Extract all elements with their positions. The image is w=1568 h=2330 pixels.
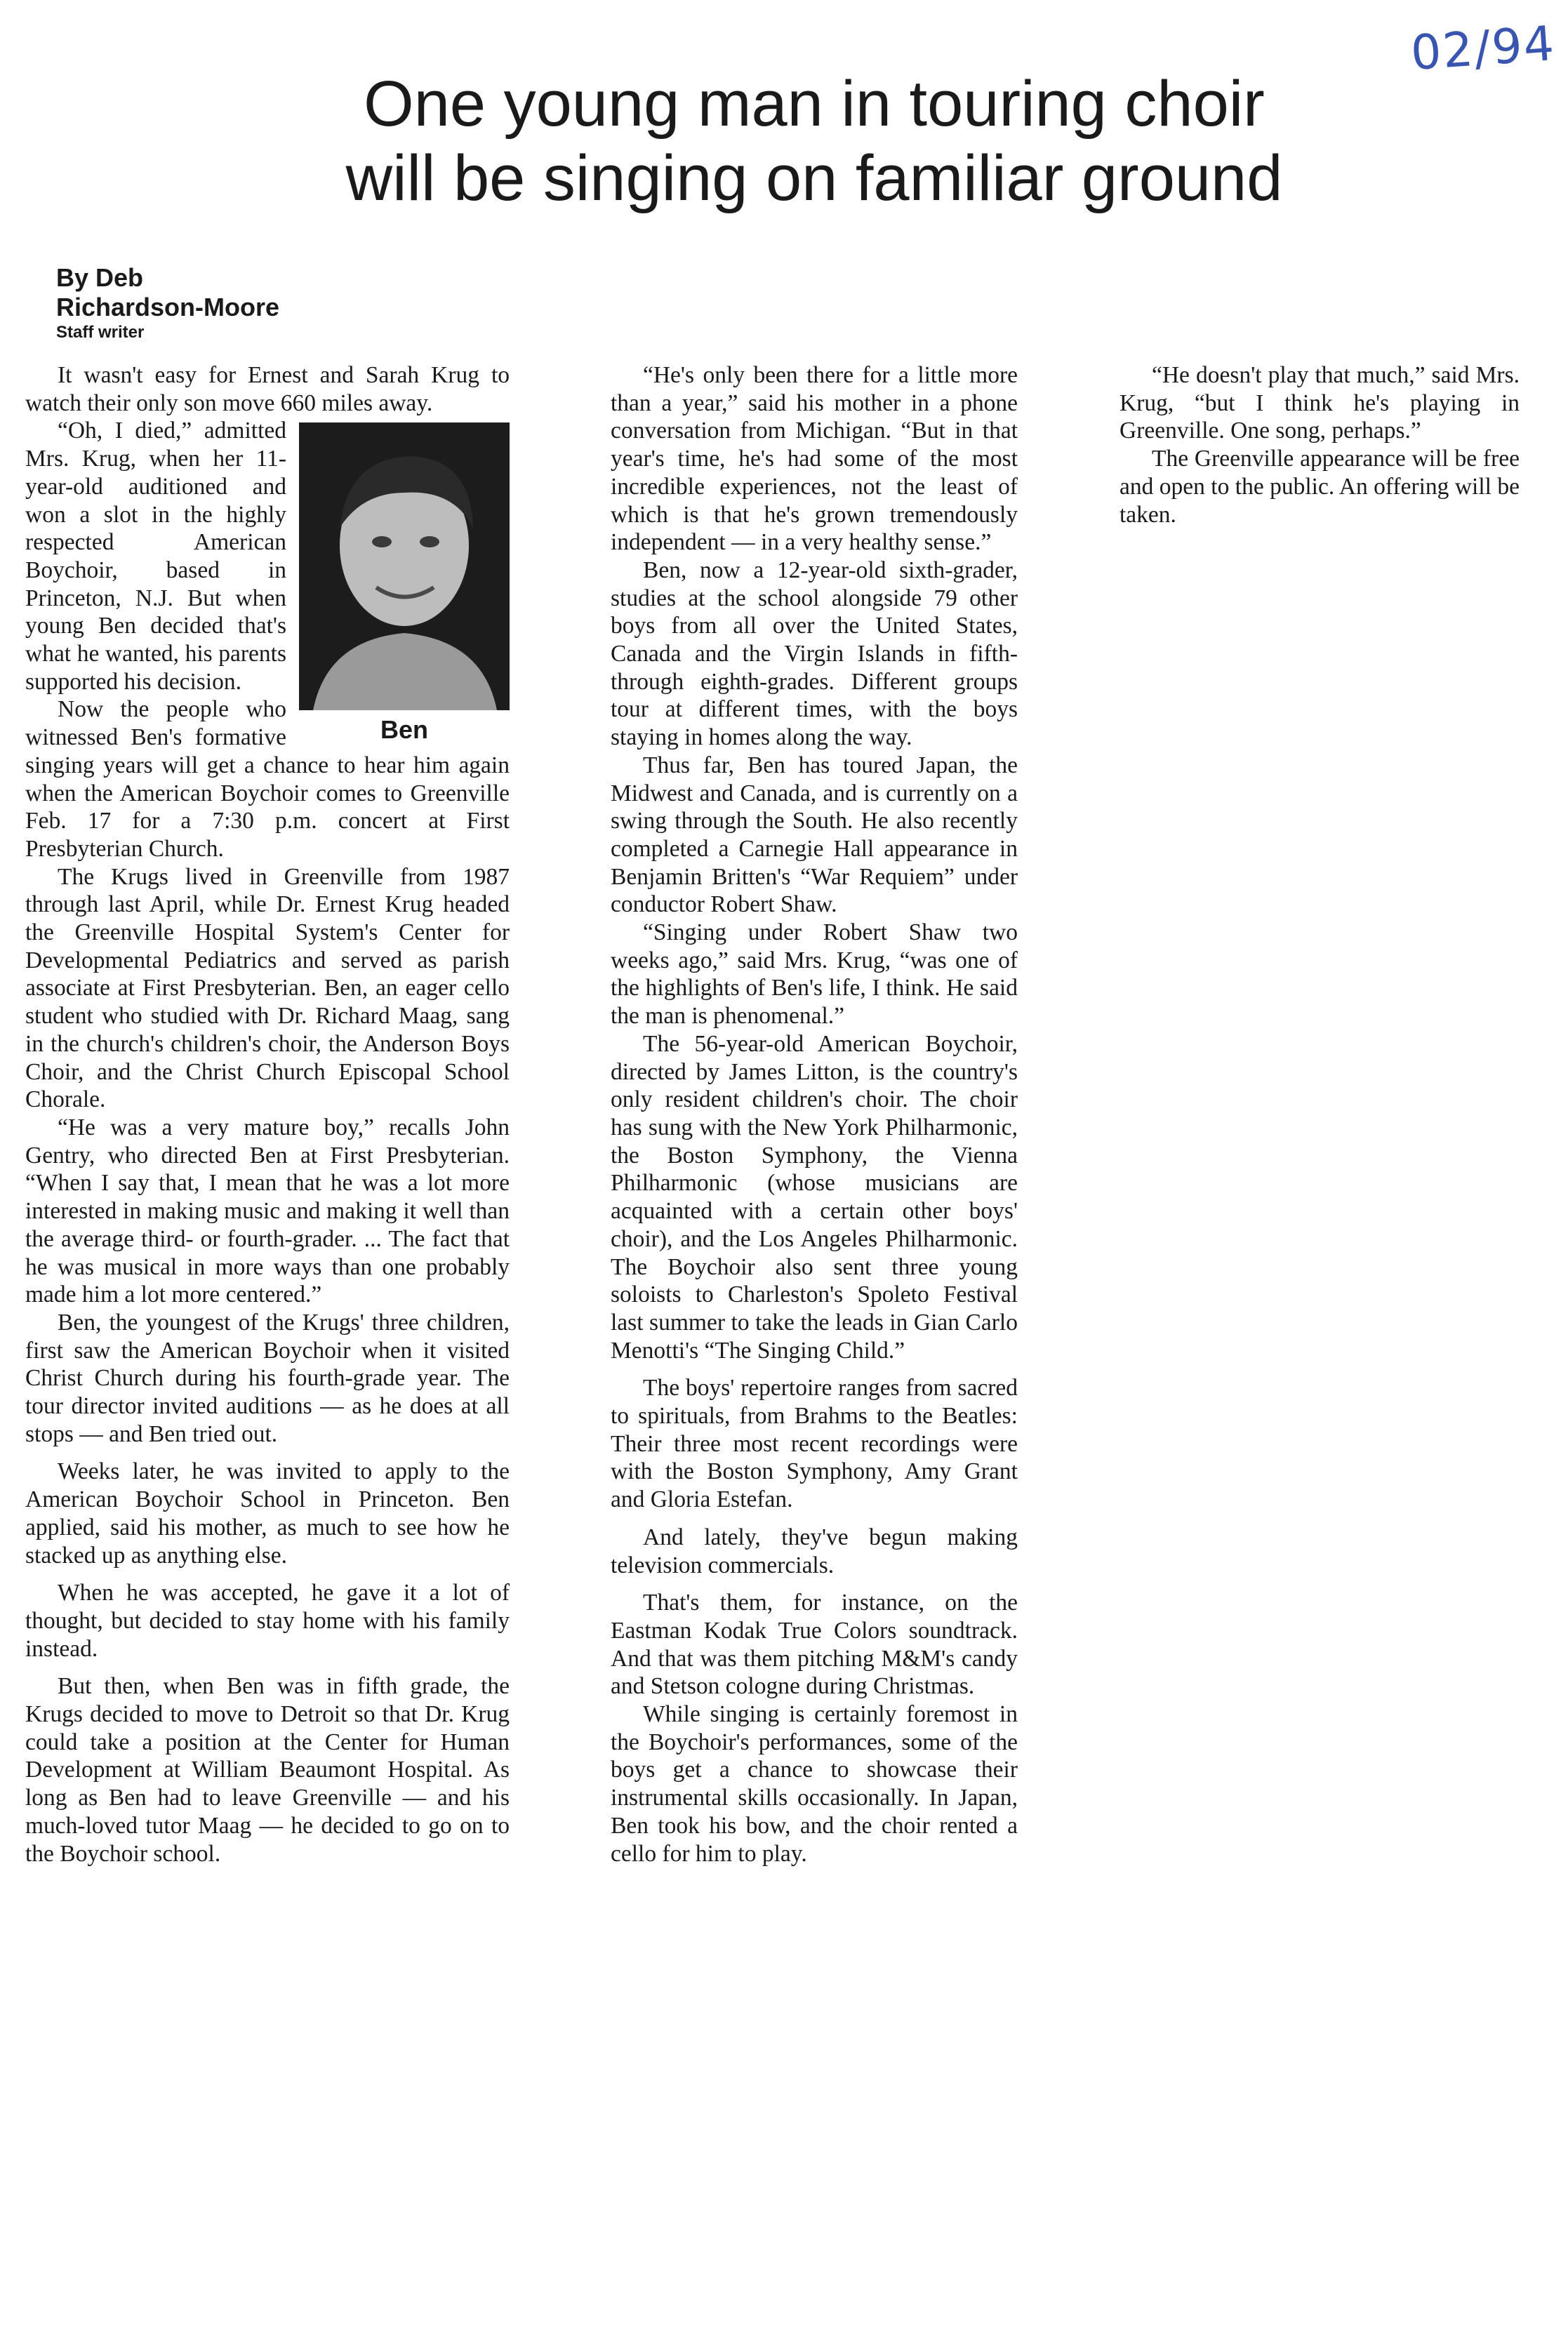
paragraph: Weeks later, he was invited to apply to the American Boychoir School in Princeton. Ben applied, said his mother, as much to see how he stacked up as anything else. <box>25 1458 510 1569</box>
headline-line-1: One young man in touring choir <box>364 68 1265 140</box>
paragraph: Ben, the youngest of the Krugs' three children, first saw the American Boychoir when it visited Christ Church during his fourth-grade year. The tour director invited auditions — as he does at all stops — and Ben tried out. <box>25 1309 510 1447</box>
paragraph: “He doesn't play that much,” said Mrs. Krug, “but I think he's playing in Greenville. One song, perhaps.” <box>1119 362 1520 444</box>
paragraph: The Krugs lived in Greenville from 1987 through last April, while Dr. Ernest Krug headed the Greenville Hospital System's Center for Developmental Pediatrics and served as parish associate at First Presbyterian. Ben, an eager cello student who studied with Dr. Richard Maag, sang in the church's children's choir, the Anderson Boys Choir, and the Christ Church Episcopal School Chorale. <box>25 863 510 1113</box>
paragraph: But then, when Ben was in fifth grade, the Krugs decided to move to Detroit so that Dr. Krug could take a position at the Center for Human Development at William Beaumont Hospital. As long as Ben had to leave Greenville — and his much-loved tutor Maag — he decided to go on to the Boychoir school. <box>25 1673 510 1867</box>
paragraph: While singing is certainly foremost in the Boychoir's performances, some of the boys get a chance to showcase their instrumental skills occasionally. In Japan, Ben took his bow, and the choir rented a cello for him to play. <box>611 1701 1018 1867</box>
paragraph: “He's only been there for a little more than a year,” said his mother in a phone conversation from Michigan. “But in that year's time, he's had some of the most incredible experiences, not the least of which is that he's grown tremendously independent — in a very healthy sense.” <box>611 362 1018 556</box>
portrait-silhouette-icon <box>299 422 510 710</box>
clip-date-stamp: 02/94 <box>1409 15 1557 82</box>
paragraph: Thus far, Ben has toured Japan, the Midwest and Canada, and is currently on a swing through the South. He also recently completed a Carnegie Hall appearance in Benjamin Britten's “War Requiem” under conductor Robert Shaw. <box>611 752 1018 918</box>
article-column-3 <box>1119 361 1520 642</box>
paragraph: It wasn't easy for Ernest and Sarah Krug to watch their only son move 660 miles away. <box>25 362 510 416</box>
paragraph: “Singing under Robert Shaw two weeks ago,” said Mrs. Krug, “was one of the highlights of Ben's life, I think. He said the man is phenomenal.” <box>611 919 1018 1030</box>
article-column-2 <box>611 361 1018 2298</box>
paragraph: Ben, now a 12-year-old sixth-grader, studies at the school alongside 79 other boys from all over the United States, Canada and the Virgin Islands in fifth- through eighth-grades. Different groups tour at different times, with the boys staying in homes along the way. <box>611 557 1018 751</box>
portrait-photo <box>299 422 510 710</box>
byline-author-line-2: Richardson-Moore <box>56 293 280 321</box>
paragraph: The boys' repertoire ranges from sacred to spirituals, from Brahms to the Beatles: Their three most recent recordings were with the Boston Symphony, Amy Grant and Gloria Estefan. <box>611 1375 1018 1513</box>
headline-line-2: will be singing on familiar ground <box>345 142 1283 214</box>
byline-role: Staff writer <box>56 323 145 342</box>
paragraph: And lately, they've begun making television commercials. <box>611 1524 1018 1578</box>
article-column-1 <box>25 361 510 2263</box>
paragraph: The 56-year-old American Boychoir, directed by James Litton, is the country's only resident children's choir. The choir has sung with the New York Philharmonic, the Boston Symphony, the Vienna Philharmonic (whose musicians are acquainted with a certain other boys' choir), and the Los Angeles Philharmonic. The Boychoir also sent three young soloists to Charleston's Spoleto Festival last summer to take the leads in Gian Carlo Menotti's “The Singing Child.” <box>611 1030 1018 1364</box>
byline <box>56 263 449 343</box>
paragraph: Now the people who witnessed Ben's formative singing years will get a chance to hear him again when the American Boychoir comes to Greenville Feb. 17 for a 7:30 p.m. concert at First Presbyterian Church. <box>25 696 510 862</box>
photo-caption: Ben <box>380 715 428 745</box>
paragraph: “Oh, I died,” admitted Mrs. Krug, when her 11-year-old auditioned and won a slot in the highly respected American Boychoir, based in Princeton, N.J. But when young Ben decided that's what he wanted, his parents supported his decision. <box>25 418 286 695</box>
paragraph: “He was a very mature boy,” recalls John Gentry, who directed Ben at First Presbyterian. “When I say that, I mean that he was a lot more interested in making music and making it well than the average third- or fourth-grader. ... The fact that he was musical in more ways than one probably made him a lot more centered.” <box>25 1114 510 1308</box>
photo-figure <box>299 422 510 745</box>
article-headline <box>267 67 1362 215</box>
paragraph: The Greenville appearance will be free and open to the public. An offering will be taken. <box>1119 446 1520 528</box>
paragraph: That's them, for instance, on the Eastman Kodak True Colors soundtrack. And that was them pitching M&M's candy and Stetson cologne during Christmas. <box>611 1590 1018 1700</box>
paragraph: When he was accepted, he gave it a lot of thought, but decided to stay home with his family instead. <box>25 1580 510 1662</box>
byline-author-line-1: By Deb <box>56 263 144 292</box>
